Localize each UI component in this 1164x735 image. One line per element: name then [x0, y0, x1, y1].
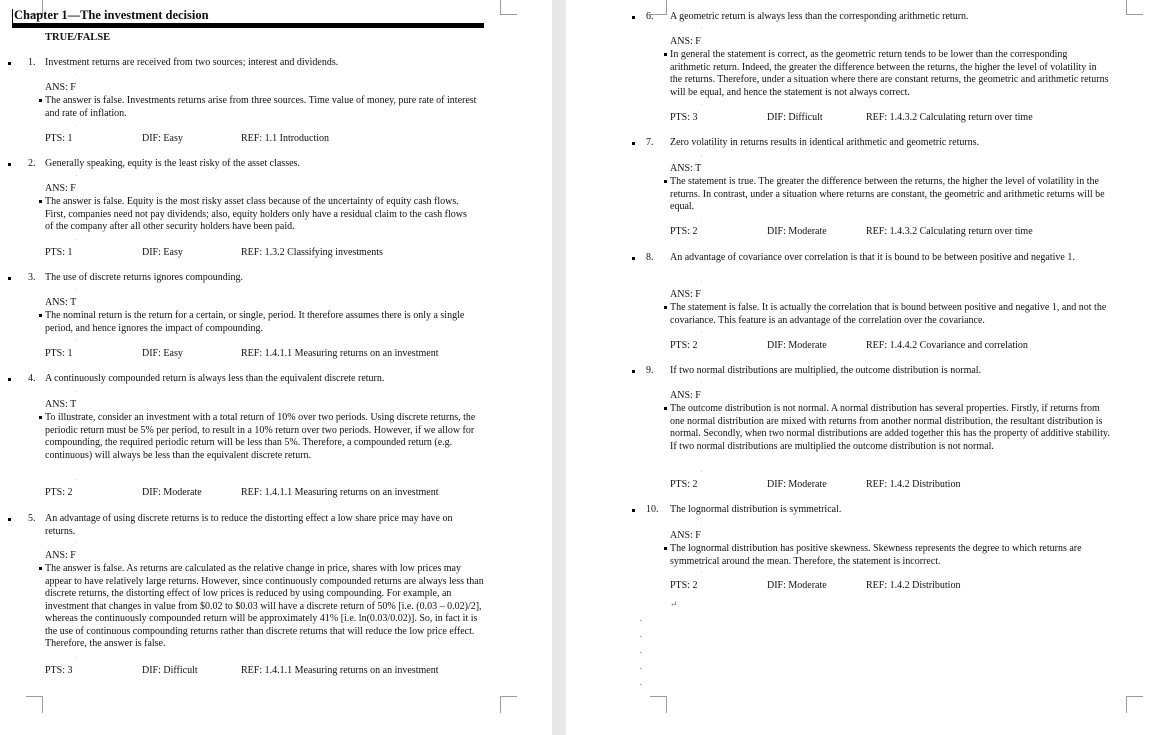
reference: REF: 1.4.1.1 Measuring returns on an investment: [241, 487, 439, 498]
reference: REF: 1.4.3.2 Calculating return over time: [866, 226, 1033, 237]
corner-mark: [1126, 0, 1143, 15]
question-text: The lognormal distribution is symmetrical.: [670, 504, 842, 515]
list-bullet: [632, 257, 635, 260]
corner-mark: [500, 696, 517, 713]
formatting-mark: ˈ: [700, 280, 703, 288]
answer-label: ANS: F: [670, 289, 701, 300]
question-number: 9.: [646, 365, 654, 376]
answer-explanation: [45, 95, 477, 120]
formatting-mark: ˈ: [75, 124, 78, 132]
formatting-mark: ˈ: [75, 390, 78, 398]
question-text: Zero volatility in returns results in identical arithmetic and geometric returns.: [670, 137, 980, 148]
question-text: If two normal distributions are multiplied, the outcome distribution is normal.: [670, 365, 982, 376]
difficulty: DIF: Easy: [142, 133, 183, 144]
reference: REF: 1.4.1.1 Measuring returns on an investment: [241, 348, 439, 359]
question-number: 1.: [28, 57, 36, 68]
corner-mark: [26, 696, 43, 713]
corner-mark: [1126, 696, 1143, 713]
formatting-mark: ˈ: [700, 103, 703, 111]
question-text: An advantage of using discrete returns is to reduce the distorting effect a low share price may have on returns.: [45, 513, 453, 537]
document-page-left: [0, 0, 552, 735]
formatting-mark: ˈ: [700, 217, 703, 225]
question-text: Generally speaking, equity is the least risky of the asset classes.: [45, 158, 300, 169]
formatting-mark: ˈ: [700, 381, 703, 389]
formatting-mark: ˈ: [75, 238, 78, 246]
answer-explanation: [45, 196, 477, 234]
reference: REF: 1.4.4.2 Covariance and correlation: [866, 340, 1028, 351]
document-page-right: [566, 0, 1164, 735]
points: PTS: 2: [670, 479, 698, 490]
formatting-mark: ˈ: [700, 331, 703, 339]
answer-explanation: [670, 176, 1110, 214]
list-bullet: [8, 277, 11, 280]
list-bullet: [632, 16, 635, 19]
section-title: TRUE/FALSE: [45, 32, 111, 43]
difficulty: DIF: Moderate: [767, 226, 827, 237]
difficulty: DIF: Moderate: [142, 487, 202, 498]
answer-label: ANS: T: [670, 163, 702, 174]
question-number: 7.: [646, 137, 654, 148]
points: PTS: 2: [670, 580, 698, 591]
chapter-title: Chapter 1—The investment decision: [12, 9, 484, 28]
paragraph-bullet: [39, 99, 42, 102]
paragraph-bullet: [664, 407, 667, 410]
answer-explanation: [45, 563, 485, 651]
formatting-mark: ˈ: [75, 478, 78, 486]
formatting-mark: ˈ: [700, 27, 703, 35]
points: PTS: 3: [45, 665, 73, 676]
points: PTS: 1: [45, 247, 73, 258]
points: PTS: 2: [670, 340, 698, 351]
question-number: 6.: [646, 11, 654, 22]
answer-explanation: [670, 302, 1110, 327]
explanation-text: The answer is false. Investments returns arise from three sources. Time value of money, pure rate of interest and rate of inflation.: [45, 95, 477, 119]
points: PTS: 2: [45, 487, 73, 498]
difficulty: DIF: Easy: [142, 348, 183, 359]
question-number: 2.: [28, 158, 36, 169]
question-text: An advantage of covariance over correlation is that it is bound to be between positive and negative 1.: [670, 252, 1075, 263]
points: PTS: 2: [670, 226, 698, 237]
answer-label: ANS: F: [45, 183, 76, 194]
question-text: Investment returns are received from two sources; interest and dividends.: [45, 57, 339, 68]
explanation-text: The answer is false. Equity is the most risky asset class because of the uncertainty of equity cash flows. First, companies need not pay dividends; also, equity holders only have a residual claim to the cash flows of the company after all other security holders have been paid.: [45, 196, 467, 232]
reference: REF: 1.3.2 Classifying investments: [241, 247, 383, 258]
corner-mark: [500, 0, 517, 15]
list-bullet: [632, 142, 635, 145]
formatting-mark: ˈ: [75, 656, 78, 664]
difficulty: DIF: Difficult: [142, 665, 198, 676]
list-bullet: [8, 163, 11, 166]
paragraph-bullet: [664, 306, 667, 309]
paragraph-bullet: [664, 53, 667, 56]
explanation-text: The statement is true. The greater the difference between the returns, the higher the level of volatility in the returns. In contrast, under a situation where returns are constant, the geometric and arithmetic returns will be equal.: [670, 176, 1105, 212]
difficulty: DIF: Moderate: [767, 340, 827, 351]
difficulty: DIF: Moderate: [767, 580, 827, 591]
question-text: The use of discrete returns ignores compounding.: [45, 272, 244, 283]
answer-label: ANS: F: [45, 550, 76, 561]
answer-explanation: [45, 412, 477, 462]
explanation-text: To illustrate, consider an investment with a total return of 10% over two periods. Using discrete returns, the periodic return must be 5% per period, to result in a 10% return over two periods. However, if we allow for compounding, the required periodic return will be less than 5%. Therefore, a compounded return (e.g. continuous) will always be less than the equivalent discrete return.: [45, 412, 476, 461]
explanation-text: The statement is false. It is actually the correlation that is bound between positive and negative 1, and not the covariance. This feature is an advantage of the correlation over the covariance.: [670, 302, 1107, 326]
answer-label: ANS: T: [45, 297, 77, 308]
answer-label: ANS: F: [670, 390, 701, 401]
reference: REF: 1.4.1.1 Measuring returns on an investment: [241, 665, 439, 676]
reference: REF: 1.4.3.2 Calculating return over time: [866, 112, 1033, 123]
reference: REF: 1.1 Introduction: [241, 133, 330, 144]
points: PTS: 1: [45, 348, 73, 359]
list-bullet: [8, 62, 11, 65]
formatting-mark: ˈ: [700, 154, 703, 162]
answer-label: ANS: T: [45, 399, 77, 410]
list-bullet: [632, 370, 635, 373]
explanation-text: The answer is false. As returns are calculated as the relative change in price, shares with low prices may appear to have relatively large returns. However, since continuously compounded returns are always less than discrete returns, the distorting effect of low prices is reduced by using compounding. For example, an investment that changes in value from $0.02 to $0.03 will have a discrete return of 50% [i.e. (0.03 – 0.02)/2], whereas the continuously compounded return will be approximately 41% [i.e. ln(0.03/0.02)]. So, in fact it is the use of continuous compounding returns rather than discrete returns that will reduce the low price effect. Therefore, the answer is false.: [45, 563, 484, 649]
list-bullet: [8, 518, 11, 521]
formatting-mark: ˈ: [700, 470, 703, 478]
answer-explanation: [45, 310, 477, 335]
points: PTS: 1: [45, 133, 73, 144]
question-number: 4.: [28, 373, 36, 384]
reference: REF: 1.4.2 Distribution: [866, 479, 961, 490]
difficulty: DIF: Difficult: [767, 112, 823, 123]
answer-label: ANS: F: [45, 82, 76, 93]
list-bullet: [8, 378, 11, 381]
question-text: A continuously compounded return is always less than the equivalent discrete return.: [45, 373, 385, 384]
paragraph-bullet: [39, 416, 42, 419]
question-number: 8.: [646, 252, 654, 263]
difficulty: DIF: Moderate: [767, 479, 827, 490]
formatting-mark: ˈ: [75, 339, 78, 347]
formatting-mark: ˈ: [700, 521, 703, 529]
question-text: A geometric return is always less than the corresponding arithmetic return.: [670, 11, 969, 22]
paragraph-bullet: [664, 547, 667, 550]
formatting-mark: ˈ: [700, 571, 703, 579]
question-number: 10.: [646, 504, 659, 515]
question-number: 3.: [28, 272, 36, 283]
formatting-mark: ˈ: [75, 174, 78, 182]
answer-explanation: [670, 543, 1110, 568]
formatting-mark: ˈ: [75, 73, 78, 81]
end-of-document-mark: ↵: [670, 599, 678, 609]
paragraph-bullet: [664, 180, 667, 183]
corner-mark: [650, 696, 667, 713]
answer-label: ANS: F: [670, 530, 701, 541]
formatting-mark: ˈ: [75, 288, 78, 296]
answer-explanation: [670, 403, 1110, 453]
explanation-text: The lognormal distribution has positive skewness. Skewness represents the degree to which returns are symmetrical around the mean. Therefore, the statement is incorrect.: [670, 543, 1082, 567]
answer-label: ANS: F: [670, 36, 701, 47]
answer-explanation: [670, 49, 1110, 99]
formatting-mark: ˈ: [75, 541, 78, 549]
difficulty: DIF: Easy: [142, 247, 183, 258]
points: PTS: 3: [670, 112, 698, 123]
paragraph-bullet: [39, 200, 42, 203]
paragraph-bullet: [39, 314, 42, 317]
question-number: 5.: [28, 513, 36, 524]
explanation-text: In general the statement is correct, as the geometric return tends to be lower than the corresponding arithmetic return. Indeed, the greater the difference between the returns, the higher the level of volatility in the returns. Therefore, under a situation where there are constant returns, the geometric and arithmetic returns will be equal, and hence the statement is not always correct.: [670, 49, 1109, 98]
explanation-text: The nominal return is the return for a certain, or single, period. It therefore assumes there is only a single period, and hence ignores the impact of compounding.: [45, 310, 465, 334]
paragraph-bullet: [39, 567, 42, 570]
explanation-text: The outcome distribution is not normal. A normal distribution has several properties. Firstly, if returns from one normal distribution are mixed with returns from another normal distribution, the resultant distribution is normal. Secondly, when two normal distributions are added together this has the property of additive stability. If two normal distributions are multiplied the outcome distribution is not normal.: [670, 403, 1110, 452]
list-bullet: [632, 509, 635, 512]
reference: REF: 1.4.2 Distribution: [866, 580, 961, 591]
